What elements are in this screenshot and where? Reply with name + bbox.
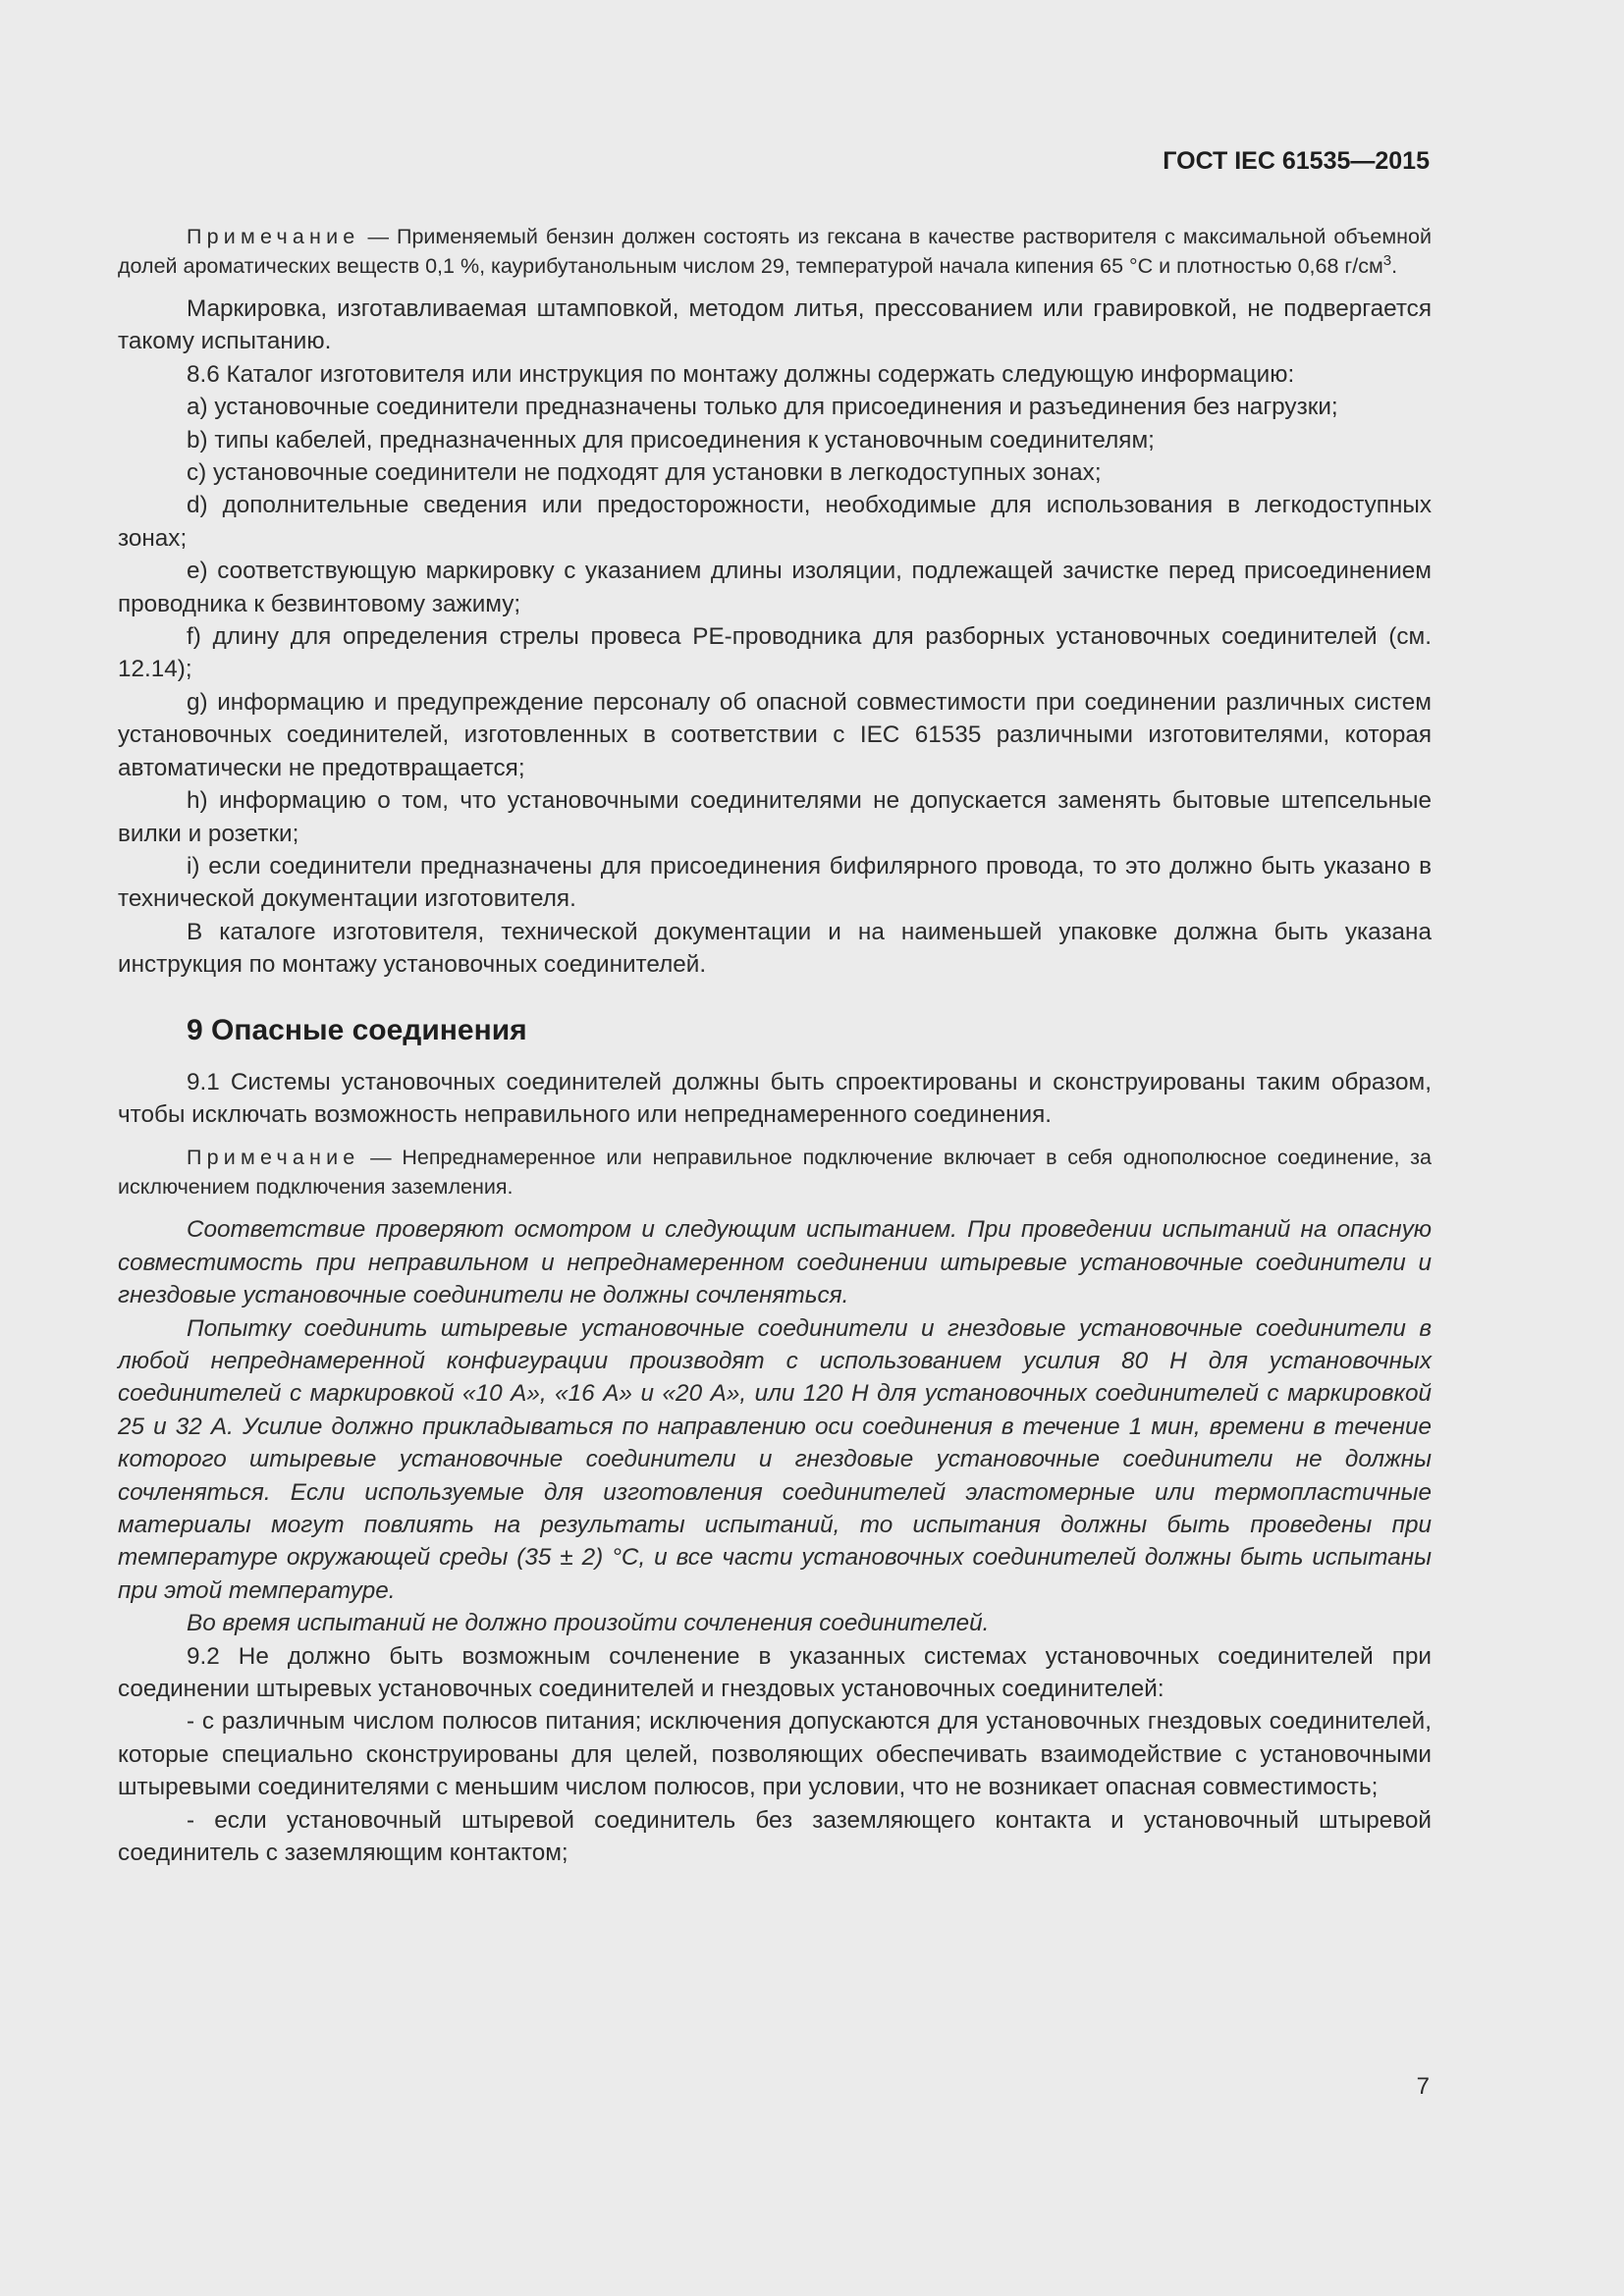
spacer — [118, 1201, 1432, 1213]
spacer — [118, 1054, 1432, 1066]
note-label: Примечание — [187, 1146, 360, 1170]
paragraph: - с различным числом полюсов питания; исключения допускаются для установочных гнездовых соединителей, которые специально сконструированы для целей, позволяющих обеспечивать взаимодействие с установочными штыревыми соединителями с меньшим числом полюсов, при условии, что не возникает опасная совместимость; — [118, 1708, 1432, 1801]
spacer — [118, 281, 1432, 293]
paragraph: e) соответствующую маркировку с указанием длины изоляции, подлежащей зачистке перед присоединением проводника к безвинтовому зажиму; — [118, 558, 1432, 617]
paragraph: - если установочный штыревой соединитель без заземляющего контакта и установочный штыревой соединитель с заземляющим контактом; — [118, 1806, 1432, 1867]
paragraph: h) информацию о том, что установочными соединителями не допускается заменять бытовые штепсельные вилки и розетки; — [118, 787, 1432, 847]
note-text: — Непреднамеренное или неправильное подключение включает в себя однополюсное соединение, за исключением подключения заземления. — [118, 1146, 1432, 1200]
section-heading: 9 Опасные соединения — [187, 1013, 527, 1046]
paragraph: d) дополнительные сведения или предосторожности, необходимые для использования в легкодоступных зонах; — [118, 492, 1432, 552]
paragraph: 9.2 Не должно быть возможным сочленение в указанных системах установочных соединителей при соединении штыревых установочных соединителей и гнездовых установочных соединителей: — [118, 1642, 1432, 1703]
note-paragraph — [118, 1143, 1432, 1201]
paragraph: c) установочные соединители не подходят для установки в легкодоступных зонах; — [187, 459, 1102, 487]
paragraph: f) длину для определения стрелы провеса PE-проводника для разборных установочных соединителей (см. 12.14); — [118, 623, 1432, 683]
paragraph: b) типы кабелей, предназначенных для присоединения к установочным соединителям; — [187, 426, 1155, 454]
paragraph: a) установочные соединители предназначены только для присоединения и разъединения без нагрузки; — [187, 394, 1338, 421]
italic-paragraph: Во время испытаний не должно произойти сочленения соединителей. — [187, 1610, 990, 1637]
paragraph: Маркировка, изготавливаемая штамповкой, методом литья, прессованием или гравировкой, не подвергается такому испытанию. — [118, 295, 1432, 355]
paragraph: g) информацию и предупреждение персоналу об опасной совместимости при соединении различных систем установочных соединителей, изготовленных в соответствии с IEC 61535 различными изготовителями, которая автоматически не предотвращается; — [118, 688, 1432, 781]
standard-code-header: ГОСТ IEC 61535—2015 — [1163, 147, 1430, 175]
superscript: 3 — [1382, 251, 1392, 269]
note-tail: . — [1391, 254, 1398, 278]
document-body — [118, 222, 1432, 1869]
note-paragraph — [118, 222, 1432, 281]
paragraph: i) если соединители предназначены для присоединения бифилярного провода, то это должно быть указано в технической документации изготовителя. — [118, 852, 1432, 913]
note-text: — Применяемый бензин должен состоять из гексана в качестве растворителя с максимальной объемной долей ароматических веществ 0,1 %, каурибутанольным числом 29, температурой начала кипения 65 °С и плотностью 0,68 г/см — [118, 225, 1432, 278]
note-label: Примечание — [187, 225, 360, 248]
paragraph: 9.1 Системы установочных соединителей должны быть спроектированы и сконструированы таким образом, чтобы исключать возможность неправильного или непреднамеренного соединения. — [118, 1068, 1432, 1128]
spacer — [118, 1131, 1432, 1143]
italic-paragraph: Попытку соединить штыревые установочные соединители и гнездовые установочные соединители в любой непреднамеренной конфигурации производят с использованием усилия 80 Н для установочных соединителей с маркировкой «10 А», «16 А» и «20 А», или 120 Н для установочных соединителей с маркировкой 25 и 32 А. Усилие должно прикладываться по направлению оси соединения в течение 1 мин, времени в течение которого штыревые установочные соединители и гнездовые установочные соединители не должны сочленяться. Если используемые для изготовления соединителей эластомерные или термопластичные материалы могут повлиять на результаты испытаний, то испытания должны быть проведены при температуре окружающей среды (35 ± 2) °С, и все части установочных соединителей должны быть испытаны при этой температуре. — [118, 1314, 1432, 1604]
italic-paragraph: Соответствие проверяют осмотром и следующим испытанием. При проведении испытаний на опасную совместимость при неправильном и непреднамеренном соединении штыревые установочные соединители и гнездовые установочные соединители не должны сочленяться. — [118, 1216, 1432, 1309]
paragraph: 8.6 Каталог изготовителя или инструкция по монтажу должны содержать следующую информацию: — [187, 360, 1295, 388]
page-number: 7 — [1416, 2073, 1430, 2100]
paragraph: В каталоге изготовителя, технической документации и на наименьшей упаковке должна быть указана инструкция по монтажу установочных соединителей. — [118, 918, 1432, 979]
spacer — [118, 982, 1432, 1011]
